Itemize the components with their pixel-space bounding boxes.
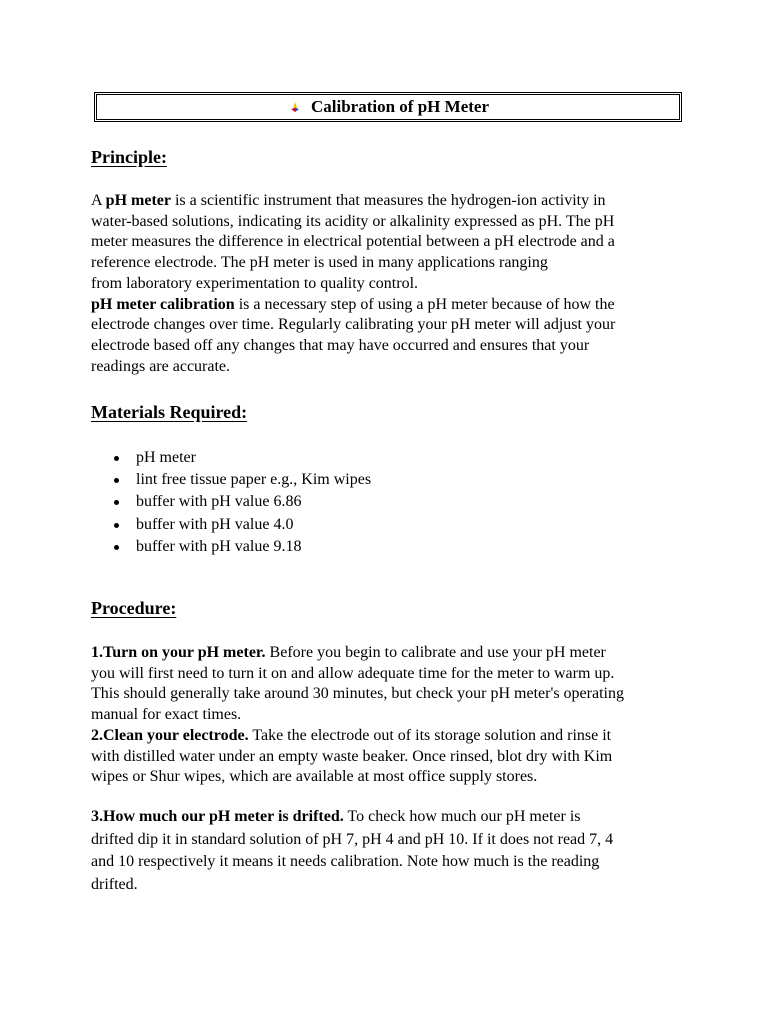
title-box <box>94 92 682 122</box>
procedure-line: wipes or Shur wipes, which are available at most office supply stores. <box>91 768 538 786</box>
materials-list <box>113 447 371 558</box>
principle-line: water-based solutions, indicating its acidity or alkalinity expressed as pH. The pH <box>91 212 615 230</box>
principle-line: electrode based off any changes that may have occurred and ensures that your <box>91 336 590 354</box>
principle-heading: Principle: <box>91 147 167 167</box>
page-title: Calibration of pH Meter <box>311 97 489 116</box>
materials-heading: Materials Required: <box>91 402 248 422</box>
list-item: pH meter <box>113 447 371 469</box>
principle-line: electrode changes over time. Regularly calibrating your pH meter will adjust your <box>91 316 616 334</box>
list-item: buffer with pH value 6.86 <box>113 491 371 513</box>
colored-diamond-icon <box>287 100 303 116</box>
step-2-title: 2.Clean your electrode. <box>91 726 249 744</box>
step-3-title: 3.How much our pH meter is drifted. <box>91 808 344 825</box>
list-item: lint free tissue paper e.g., Kim wipes <box>113 469 371 491</box>
principle-text <box>91 191 691 377</box>
procedure-step-3 <box>91 806 691 896</box>
procedure-heading: Procedure: <box>91 598 177 618</box>
step-1-title: 1.Turn on your pH meter. <box>91 644 266 661</box>
procedure-line: This should generally take around 30 minutes, but check your pH meter's operating <box>91 685 624 703</box>
principle-line: pH meter calibration is a necessary step of using a pH meter because of how the <box>91 295 615 313</box>
procedure-steps-1-2 <box>91 643 691 788</box>
list-item: buffer with pH value 4.0 <box>113 514 371 536</box>
procedure-line: 1.Turn on your pH meter. Before you begin to calibrate and use your pH meter <box>91 644 606 661</box>
procedure-line: and 10 respectively it means it needs calibration. Note how much is the reading <box>91 853 600 870</box>
calibration-term: pH meter calibration <box>91 295 235 313</box>
principle-line: A pH meter is a scientific instrument that measures the hydrogen-ion activity in <box>91 192 606 209</box>
procedure-line: you will first need to turn it on and allow adequate time for the meter to warm up. <box>91 664 615 682</box>
procedure-line: 2.Clean your electrode. Take the electrode out of its storage solution and rinse it <box>91 726 612 744</box>
procedure-line: manual for exact times. <box>91 706 242 724</box>
ph-meter-term: pH meter <box>105 192 171 209</box>
principle-line: meter measures the difference in electrical potential between a pH electrode and a <box>91 233 615 251</box>
procedure-line: 3.How much our pH meter is drifted. To check how much our pH meter is <box>91 808 581 825</box>
principle-line: readings are accurate. <box>91 357 231 375</box>
procedure-line: with distilled water under an empty waste beaker. Once rinsed, blot dry with Kim <box>91 747 613 765</box>
list-item: buffer with pH value 9.18 <box>113 536 371 558</box>
procedure-line: drifted. <box>91 875 138 893</box>
principle-line: reference electrode. The pH meter is used in many applications ranging <box>91 254 548 272</box>
procedure-line: drifted dip it in standard solution of pH 7, pH 4 and pH 10. If it does not read 7, 4 <box>91 830 614 848</box>
principle-line: from laboratory experimentation to quality control. <box>91 274 419 292</box>
